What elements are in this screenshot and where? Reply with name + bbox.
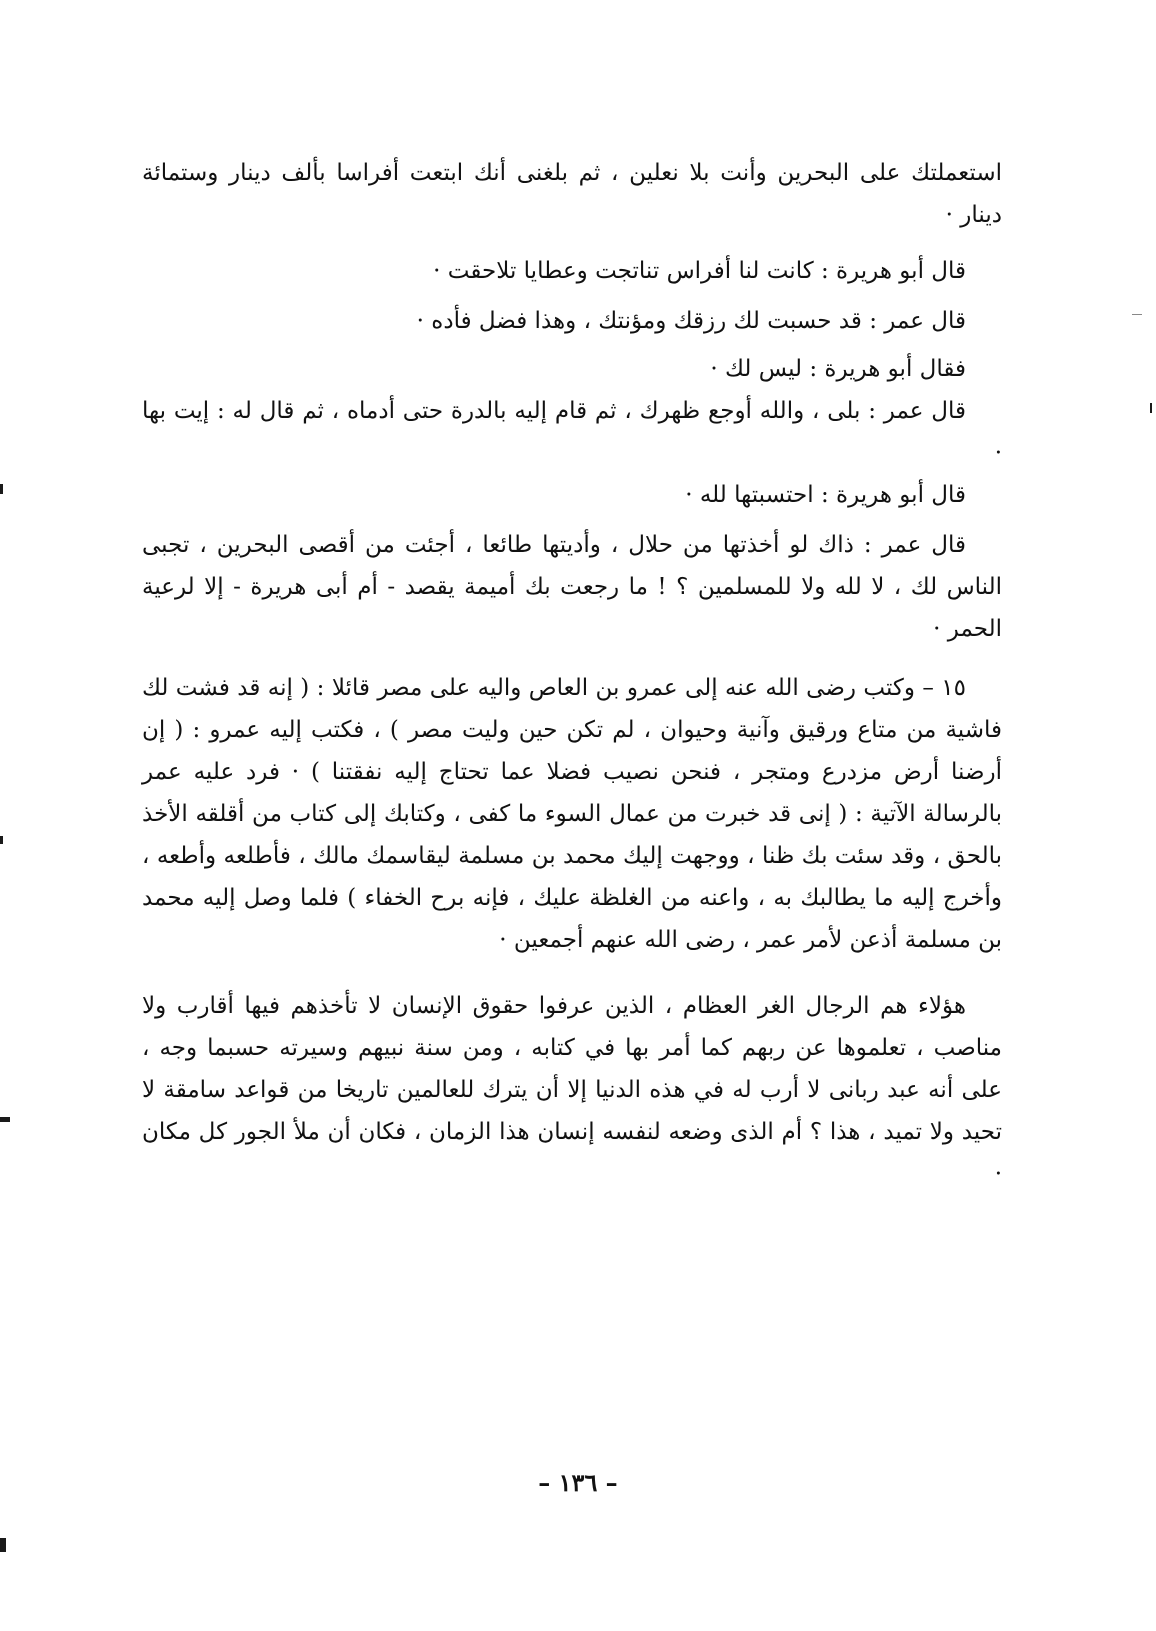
scan-edge-mark bbox=[1132, 314, 1142, 315]
paragraph-opening: استعملتك على البحرين وأنت بلا نعلين ، ثم بلغنى أنك ابتعت أفراسا بألف دينار وستمائة دينار · bbox=[142, 160, 1002, 228]
paragraph-umar-strikes: قال عمر : بلى ، والله أوجع ظهرك ، ثم قام إليه بالدرة حتى أدماه ، ثم قال له : إيت بها · bbox=[142, 398, 1002, 466]
paragraph-abu-hurayra-submits: قال أبو هريرة : احتسبتها لله · bbox=[685, 482, 966, 508]
page-number: – ١٣٦ – bbox=[538, 1468, 618, 1497]
scan-edge-mark bbox=[0, 1538, 6, 1552]
scan-edge-mark bbox=[0, 836, 3, 844]
paragraph-abu-hurayra-reply: قال أبو هريرة : كانت لنا أفراس تناتجت وعطايا تلاحقت · bbox=[433, 258, 966, 284]
scan-edge-mark bbox=[0, 484, 3, 494]
paragraph-abu-hurayra-refusal: فقال أبو هريرة : ليس لك · bbox=[710, 356, 966, 382]
paragraph-section-15: ١٥ – وكتب رضى الله عنه إلى عمرو بن العاص واليه على مصر قائلا : ( إنه قد فشت لك فاشية من متاع ورقيق وآنية وحيوان ، لم تكن حين وليت مصر ) ، فكتب إليه عمرو : ( إن أرضنا أرض مزدرع ومتجر ، فنحن نصيب فضلا عما تحتاج إليه نفقتنا ) · فرد عليه عمر بالرسالة الآتية : ( إنى قد خبرت من عمال السوء ما كفى ، وكتابك إلى كتاب من أقلقه الأخذ بالحق ، وقد سئت بك ظنا ، ووجهت إليك محمد بن مسلمة ليقاسمك مالك ، فأطلعه وأطعه ، وأخرج إليه ما يطالبك به ، واعنه من الغلظة عليك ، فإنه برح الخفاء ) فلما وصل إليه محمد بن مسلمة أذعن لأمر عمر ، رضى الله عنهم أجمعين · bbox=[142, 675, 1002, 953]
scan-edge-mark bbox=[0, 1117, 10, 1122]
scan-edge-mark bbox=[1150, 403, 1152, 413]
paragraph-umar-reply: قال عمر : قد حسبت لك رزقك ومؤنتك ، وهذا فضل فأده · bbox=[416, 308, 966, 334]
paragraph-umar-rebuke: قال عمر : ذاك لو أخذتها من حلال ، وأديتها طائعا ، أجئت من أقصى البحرين ، تجبى الناس لك ، لا لله ولا للمسلمين ؟ ! ما رجعت بك أميمة يقصد - أم أبى هريرة - إلا لرعية الحمر · bbox=[142, 532, 1002, 642]
paragraph-conclusion: هؤلاء هم الرجال الغر العظام ، الذين عرفوا حقوق الإنسان لا تأخذهم فيها أقارب ولا مناصب ، تعلموها عن ربهم كما أمر بها في كتابه ، ومن سنة نبيهم وسيرته حسبما وجه ، على أنه عبد ربانى لا أرب له في هذه الدنيا إلا أن يترك للعالمين تاريخا من قواعد سامقة لا تحيد ولا تميد ، هذا ؟ أم الذى وضعه لنفسه إنسان هذا الزمان ، فكان أن ملأ الجور كل مكان · bbox=[142, 993, 1002, 1187]
